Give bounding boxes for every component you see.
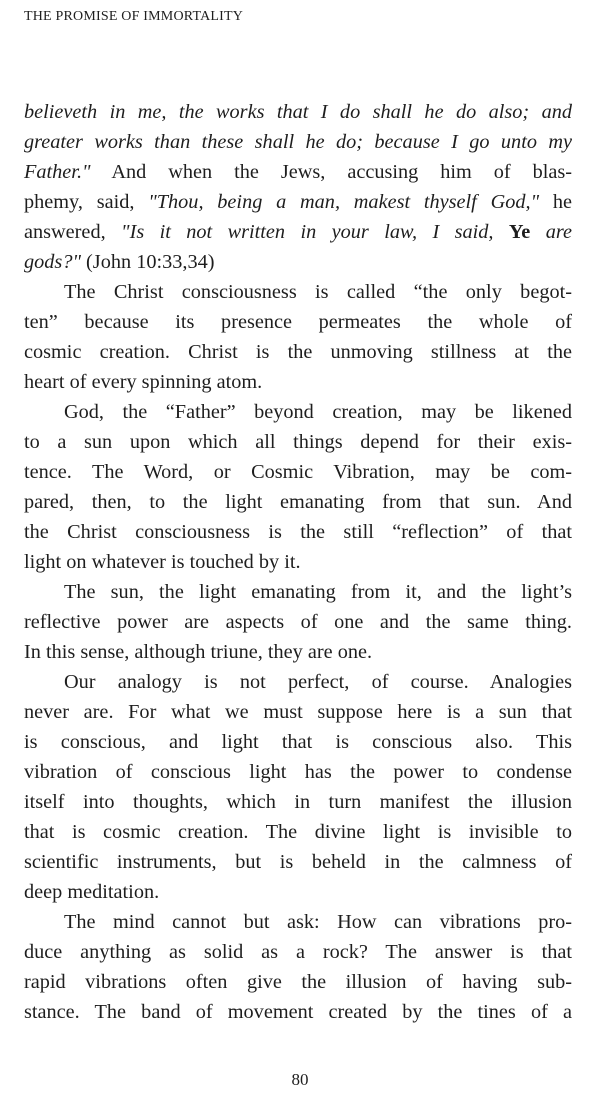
text-run: God, the “Father” beyond creation, may be likened — [64, 401, 572, 423]
text-run: "Thou, being a man, makest thyself God," — [148, 191, 540, 213]
text-line — [24, 457, 572, 487]
text-line — [24, 637, 572, 667]
text-line — [24, 697, 572, 727]
body-text — [24, 97, 572, 1027]
text-line — [24, 937, 572, 967]
text-run: pared, then, to the light emanating from that sun. And — [24, 491, 572, 513]
text-run: answered, — [24, 221, 122, 243]
text-line — [24, 877, 572, 907]
text-line — [24, 787, 572, 817]
text-line — [24, 187, 572, 217]
text-line — [24, 397, 572, 427]
text-line — [24, 97, 572, 127]
text-run: rapid vibrations often give the illusion of having sub- — [24, 971, 572, 993]
text-run: stance. The band of movement created by the tines of a — [24, 1001, 572, 1023]
text-line — [24, 967, 572, 997]
text-run: The mind cannot but ask: How can vibrations pro- — [64, 911, 572, 933]
text-line — [24, 517, 572, 547]
text-run: vibration of conscious light has the power to condense — [24, 761, 572, 783]
text-run: gods?" — [24, 251, 81, 273]
text-line — [24, 337, 572, 367]
text-run: Ye — [508, 221, 531, 243]
text-run: greater works than these shall he do; because I go unto my — [24, 131, 572, 153]
text-run: The sun, the light emanating from it, and the light’s — [64, 581, 572, 603]
text-run: And when the Jews, accusing him of blas- — [90, 161, 572, 183]
text-run: phemy, said, — [24, 191, 149, 213]
text-line — [24, 727, 572, 757]
text-line — [24, 247, 572, 277]
text-run: "Is it not written in your law, I said, — [121, 221, 509, 243]
text-line — [24, 997, 572, 1027]
text-run: deep meditation. — [24, 881, 160, 903]
text-line — [24, 217, 572, 247]
page-number: 80 — [291, 1070, 309, 1089]
text-line — [24, 127, 572, 157]
text-run: In this sense, although triune, they are one. — [24, 641, 373, 663]
text-run: light on whatever is touched by it. — [24, 551, 301, 573]
text-run: heart of every spinning atom. — [24, 371, 263, 393]
text-run: believeth in me, the works that I do shall he do also; and — [24, 101, 572, 123]
text-line — [24, 487, 572, 517]
text-line — [24, 307, 572, 337]
text-run: itself into thoughts, which in turn manifest the illusion — [24, 791, 572, 813]
text-run: are — [530, 221, 572, 243]
text-run: is conscious, and light that is conscious also. This — [24, 731, 572, 753]
text-run: reflective power are aspects of one and the same thing. — [24, 611, 572, 633]
text-run: (John 10:33,34) — [80, 251, 215, 273]
text-line — [24, 157, 572, 187]
text-line — [24, 667, 572, 697]
text-line — [24, 907, 572, 937]
text-line — [24, 817, 572, 847]
text-run: The Christ consciousness is called “the only begot- — [64, 281, 572, 303]
text-line — [24, 547, 572, 577]
text-run: that is cosmic creation. The divine light is invisible to — [24, 821, 572, 843]
running-head: THE PROMISE OF IMMORTALITY — [24, 9, 244, 24]
text-run: duce anything as solid as a rock? The answer is that — [24, 941, 572, 963]
text-run: never are. For what we must suppose here is a sun that — [24, 701, 572, 723]
text-run: cosmic creation. Christ is the unmoving stillness at the — [24, 341, 572, 363]
text-line — [24, 367, 572, 397]
text-run: tence. The Word, or Cosmic Vibration, may be com- — [24, 461, 572, 483]
text-line — [24, 757, 572, 787]
text-run: scientific instruments, but is beheld in the calmness of — [24, 851, 572, 873]
text-line — [24, 847, 572, 877]
text-run: he — [539, 191, 573, 213]
text-run: to a sun upon which all things depend for their exis- — [24, 431, 572, 453]
text-run: ten” because its presence permeates the whole of — [24, 311, 572, 333]
text-run: the Christ consciousness is the still “reflection” of that — [24, 521, 572, 543]
text-line — [24, 577, 572, 607]
text-line — [24, 607, 572, 637]
text-line — [24, 277, 572, 307]
text-run: Father." — [24, 161, 91, 183]
text-line — [24, 427, 572, 457]
text-run: Our analogy is not perfect, of course. Analogies — [64, 671, 572, 693]
